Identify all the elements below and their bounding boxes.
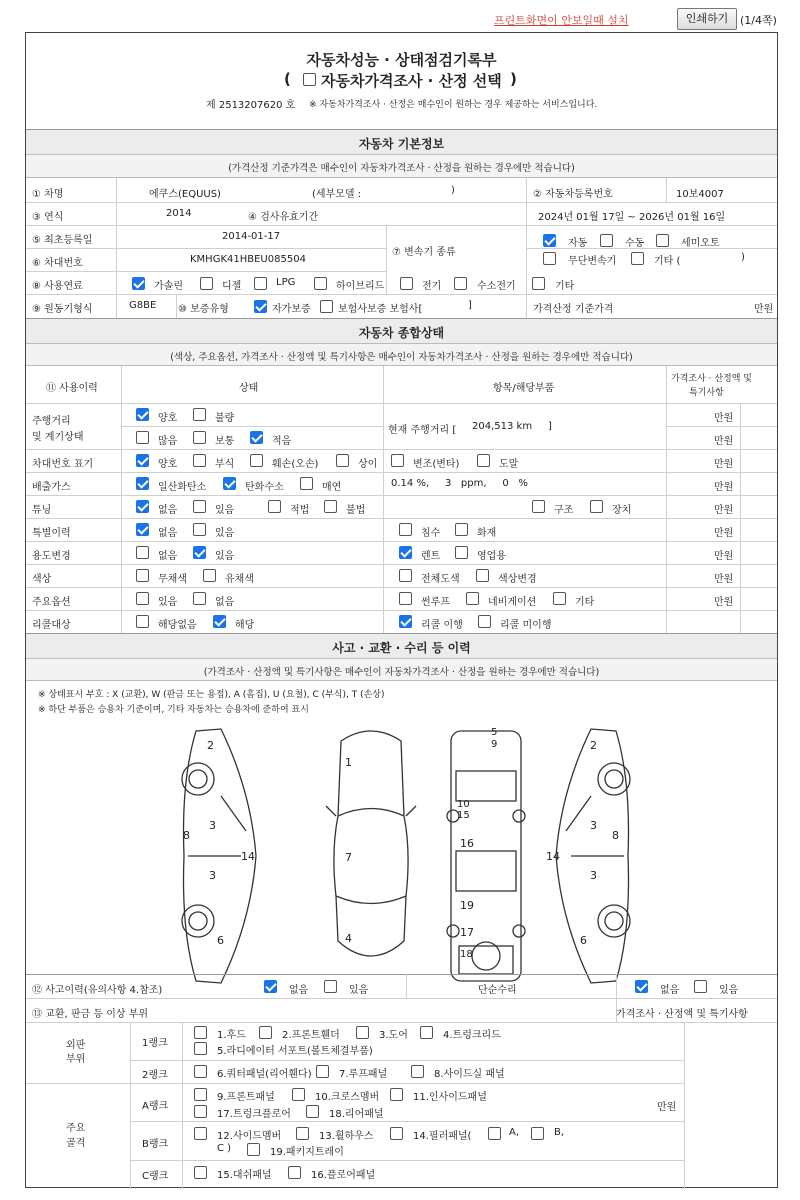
tuning-none-label: 없음 [158, 505, 178, 516]
engine: G8BE [129, 300, 157, 311]
emission-label: 배출가스 [32, 482, 71, 493]
col-state: 상태 [239, 383, 259, 394]
color-change-checkbox[interactable] [476, 569, 489, 582]
vin-stolen-label: 도말 [499, 459, 519, 470]
main-label-1: 주요 [66, 1123, 86, 1134]
tuning-device-label: 장치 [612, 505, 632, 516]
subtitle-open: ( [284, 70, 291, 88]
achromatic-label: 무채색 [158, 574, 187, 585]
warranty-label: ⑩ 보증유형 [178, 304, 229, 315]
navigation-checkbox[interactable] [466, 592, 479, 605]
recall-na-label: 해당없음 [158, 620, 197, 631]
part-label-8a: 8 [183, 829, 190, 842]
accident-note: (가격조사 · 산정액 및 특기사항은 매수인이 자동차가격조사 · 산정을 원하는 경우에만 적습니다) [203, 667, 600, 678]
usage-exists-checkbox[interactable] [193, 546, 206, 559]
fuel-other-label: 기타 [555, 281, 575, 292]
outer-label-2: 부위 [66, 1054, 86, 1065]
tuning-label: 튜닝 [32, 505, 52, 516]
part-19-label: 19.패키지트레이 [270, 1147, 344, 1158]
fuel-electric-label: 전기 [422, 281, 442, 292]
part-label-1: 1 [345, 756, 352, 769]
color-change-label: 색상변경 [498, 574, 537, 585]
part-11-label: 11.인사이드패널 [413, 1092, 487, 1103]
part-label-6b: 6 [580, 934, 587, 947]
year: 2014 [166, 208, 192, 219]
accident-none-label: 없음 [289, 985, 309, 996]
fuel-gasoline-label: 가솔린 [154, 281, 183, 292]
business-label: 영업용 [477, 551, 506, 562]
options-unit: 만원 [714, 597, 734, 608]
part-6-label: 6.쿼터패널(리어휀다) [217, 1069, 312, 1080]
trans-other-checkbox[interactable] [631, 252, 644, 265]
chromatic-checkbox[interactable] [203, 569, 216, 582]
basic-info-note-row [26, 155, 777, 178]
print-button[interactable]: 인쇄하기 [677, 8, 737, 30]
status-note-row [26, 344, 777, 366]
usage-change-label: 용도변경 [32, 551, 71, 562]
smoke-checkbox[interactable] [300, 477, 313, 490]
part-3-label: 3.도어 [379, 1030, 408, 1041]
trans-auto-checkbox[interactable] [543, 234, 556, 247]
part-12-label: 12.사이드멤버 [217, 1131, 282, 1142]
fuel-hydrogen-checkbox[interactable] [454, 277, 467, 290]
options-exists-label: 있음 [158, 597, 178, 608]
emission-values: 0.14 %, 3 ppm, 0 % [391, 478, 528, 489]
part-label-9: 9 [491, 739, 498, 750]
accident-none-checkbox[interactable] [264, 980, 277, 993]
mileage-unit-2: 만원 [714, 436, 734, 447]
part-7-label: 7.루프패널 [339, 1069, 388, 1080]
part-1-checkbox[interactable] [194, 1026, 207, 1039]
vin-stolen-checkbox[interactable] [477, 454, 490, 467]
fuel-lpg-checkbox[interactable] [254, 277, 267, 290]
pillar-b-checkbox[interactable] [531, 1127, 544, 1140]
part-13-label: 13.휠하우스 [319, 1131, 374, 1142]
rank1-label: 1랭크 [142, 1038, 168, 1049]
reg-no-label: ② 자동차등록번호 [533, 189, 613, 200]
part-label-2a: 2 [207, 739, 214, 752]
accident-note-row [26, 659, 777, 681]
options-exists-checkbox[interactable] [136, 592, 149, 605]
part-label-17: 17 [460, 926, 474, 939]
mileage-label-1: 주행거리 [32, 416, 71, 427]
trans-cvt-checkbox[interactable] [543, 252, 556, 265]
part-17-checkbox[interactable] [194, 1105, 207, 1118]
detail-model-close: ) [451, 185, 455, 196]
part-19-checkbox[interactable] [247, 1143, 260, 1156]
usage-none-label: 없음 [158, 551, 178, 562]
fuel-hybrid-checkbox[interactable] [314, 277, 327, 290]
vin-damage-label: 훼손(오손) [272, 459, 319, 470]
fuel-gasoline-checkbox[interactable] [132, 277, 145, 290]
page-subtitle: 자동차가격조사 · 산정 선택 [321, 72, 502, 90]
inspection-record [25, 32, 778, 1188]
recall-done-checkbox[interactable] [399, 615, 412, 628]
car-name: 에쿠스(EQUUS) [149, 189, 221, 200]
fuel-label: ⑧ 사용연료 [32, 281, 83, 292]
warranty-ins-checkbox[interactable] [320, 300, 333, 313]
part-label-8b: 8 [612, 829, 619, 842]
inspect-period: 2024년 01월 17일 ~ 2026년 01월 16일 [538, 212, 726, 223]
part-label-18: 18 [460, 949, 473, 960]
trans-auto-label: 자동 [568, 238, 588, 249]
color-label: 색상 [32, 574, 52, 585]
part-3-checkbox[interactable] [356, 1026, 369, 1039]
vin: KMHGK41HBEU085504 [190, 254, 306, 265]
part-label-5: 5 [491, 727, 498, 738]
status-header [26, 318, 777, 344]
part-4-checkbox[interactable] [420, 1026, 433, 1039]
part-label-7: 7 [345, 851, 352, 864]
part-12-checkbox[interactable] [194, 1127, 207, 1140]
inspect-label: ④ 검사유효기간 [248, 212, 319, 223]
rankC-label: C랭크 [142, 1171, 169, 1182]
chromatic-label: 유채색 [225, 574, 254, 585]
tuning-legal-label: 적법 [290, 505, 310, 516]
co-checkbox[interactable] [136, 477, 149, 490]
basic-info-note: (가격산정 기준가격은 매수인이 자동차가격조사 · 산정을 원하는 경우에만 적습니다) [228, 163, 575, 174]
fuel-diesel-label: 디젤 [222, 281, 242, 292]
simple-repair-label: 단순수리 [478, 985, 517, 996]
warranty-ins-close: ] [468, 300, 472, 311]
part-label-3d: 3 [590, 869, 597, 882]
repair-exists-label: 있음 [719, 985, 739, 996]
vin-alter-checkbox[interactable] [391, 454, 404, 467]
fuel-hydrogen-label: 수소전기 [477, 281, 516, 292]
part-13-checkbox[interactable] [296, 1127, 309, 1140]
symbol-legend: ※ 상태표시 부호 : X (교환), W (판금 또는 용접), A (흠집), U (요철), C (부식), T (손상) [38, 690, 385, 700]
part-15-label: 15.대쉬패널 [217, 1170, 272, 1181]
part-9-label: 9.프론트패널 [217, 1092, 275, 1103]
page-title: 자동차성능 · 상태점검기록부 [306, 51, 497, 69]
options-none-checkbox[interactable] [193, 592, 206, 605]
tuning-structure-label: 구조 [554, 505, 574, 516]
options-label: 주요옵션 [32, 597, 71, 608]
part-16-checkbox[interactable] [288, 1166, 301, 1179]
recall-not-done-checkbox[interactable] [478, 615, 491, 628]
car-name-label: ① 차명 [32, 189, 64, 200]
flood-label: 침수 [421, 528, 441, 539]
warranty-ins-label: 보험사보증 보험사[ [338, 304, 423, 315]
part-label-14a: 14 [241, 850, 255, 863]
special-exists-label: 있음 [215, 528, 235, 539]
recall-yes-checkbox[interactable] [213, 615, 226, 628]
vin-alter-label: 변조(변타) [413, 459, 460, 470]
part-18-label: 18.리어패널 [329, 1109, 384, 1120]
mileage-bad-checkbox[interactable] [193, 408, 206, 421]
main-label-2: 골격 [66, 1138, 86, 1149]
mileage-close: ] [548, 421, 552, 432]
subtitle-close: ) [510, 70, 517, 88]
col-items: 항목/해당부품 [493, 383, 555, 394]
emission-unit: 만원 [714, 482, 734, 493]
part-9-checkbox[interactable] [194, 1088, 207, 1101]
recall-done-label: 리콜 이행 [421, 620, 463, 631]
basic-info-title: 자동차 기본정보 [358, 137, 445, 151]
vin-diff-label: 상이 [358, 459, 378, 470]
mileage-bad-label: 불량 [215, 413, 235, 424]
special-label: 특별이력 [32, 528, 71, 539]
part-11-checkbox[interactable] [390, 1088, 403, 1101]
mileage-many-label: 많음 [158, 436, 178, 447]
part-label-3b: 3 [209, 869, 216, 882]
fire-checkbox[interactable] [455, 523, 468, 536]
full-paint-label: 전체도색 [421, 574, 460, 585]
reg-no: 10보4007 [676, 189, 724, 200]
special-none-checkbox[interactable] [136, 523, 149, 536]
part-5-label: 5.라디에이터 서포트(볼트체결부품) [217, 1046, 373, 1057]
part-10-label: 10.크로스멤버 [315, 1092, 380, 1103]
trans-semi-label: 세미오토 [681, 238, 720, 249]
part-7-checkbox[interactable] [316, 1065, 329, 1078]
repair-none-label: 없음 [660, 985, 680, 996]
trans-label: ⑦ 변속기 종류 [392, 247, 456, 258]
print-install-link[interactable]: 프린트화면이 안보일때 설치 [494, 14, 629, 27]
fuel-other-checkbox[interactable] [532, 277, 545, 290]
mileage-many-checkbox[interactable] [136, 431, 149, 444]
fuel-lpg-label: LPG [276, 277, 296, 288]
exchange-label: ⑬ 교환, 판금 등 이상 부위 [32, 1009, 149, 1020]
mileage-few-checkbox[interactable] [250, 431, 263, 444]
navigation-label: 네비게이션 [488, 597, 537, 608]
option-other-label: 기타 [575, 597, 595, 608]
part-5-checkbox[interactable] [194, 1042, 207, 1055]
recall-yes-label: 해당 [235, 620, 255, 631]
year-label: ③ 연식 [32, 212, 64, 223]
fuel-diesel-checkbox[interactable] [200, 277, 213, 290]
rent-checkbox[interactable] [399, 546, 412, 559]
hc-label: 탄화수소 [245, 482, 284, 493]
part-18-checkbox[interactable] [306, 1105, 319, 1118]
tuning-exists-checkbox[interactable] [193, 500, 206, 513]
part-label-3a: 3 [209, 819, 216, 832]
mileage-good-checkbox[interactable] [136, 408, 149, 421]
part-10-checkbox[interactable] [292, 1088, 305, 1101]
warranty-self-label: 자가보증 [272, 304, 311, 315]
repair-exists-checkbox[interactable] [694, 980, 707, 993]
pillar-a-label: A, [509, 1127, 520, 1138]
accident-exists-label: 있음 [349, 985, 369, 996]
rank2-label: 2랭크 [142, 1070, 168, 1081]
tuning-legal-checkbox[interactable] [268, 500, 281, 513]
parts-legend: ※ 하단 부품은 승용차 기준이며, 기타 자동차는 승용차에 준하여 표시 [38, 705, 309, 715]
part-14-label: 14.필러패널( [413, 1131, 472, 1142]
first-reg: 2014-01-17 [222, 231, 281, 242]
engine-label: ⑨ 원동기형식 [32, 304, 93, 315]
fire-label: 화재 [477, 528, 497, 539]
special-exists-checkbox[interactable] [193, 523, 206, 536]
price-base-label: 가격산정 기준가격 [533, 304, 614, 315]
hc-checkbox[interactable] [223, 477, 236, 490]
price-base-unit: 만원 [754, 304, 774, 315]
pillar-c-label: C ) [217, 1143, 232, 1154]
mileage-label-2: 및 계기상태 [32, 432, 84, 443]
trans-other-label: 기타 ( [654, 256, 681, 267]
exchange-unit: 만원 [657, 1102, 677, 1113]
part-label-10: 10 [457, 799, 470, 810]
mileage-unit-1: 만원 [714, 413, 734, 424]
business-checkbox[interactable] [455, 546, 468, 559]
options-none-label: 없음 [215, 597, 235, 608]
part-label-3c: 3 [590, 819, 597, 832]
tuning-illegal-checkbox[interactable] [324, 500, 337, 513]
fuel-electric-checkbox[interactable] [400, 277, 413, 290]
vin-unit: 만원 [714, 459, 734, 470]
part-8-checkbox[interactable] [411, 1065, 424, 1078]
part-label-6a: 6 [217, 934, 224, 947]
part-label-2b: 2 [590, 739, 597, 752]
part-label-19: 19 [460, 899, 474, 912]
usage-none-checkbox[interactable] [136, 546, 149, 559]
accident-header [26, 633, 777, 659]
vin-label: ⑥ 차대번호 [32, 258, 83, 269]
tuning-illegal-label: 불법 [346, 505, 366, 516]
smoke-label: 매연 [322, 482, 342, 493]
achromatic-checkbox[interactable] [136, 569, 149, 582]
color-unit: 만원 [714, 574, 734, 585]
service-notice: ※ 자동차가격조사 · 산정은 매수인이 원하는 경우 제공하는 서비스입니다. [309, 100, 598, 110]
flood-checkbox[interactable] [399, 523, 412, 536]
pillar-b-label: B, [554, 1127, 565, 1138]
rent-label: 렌트 [421, 551, 441, 562]
tuning-unit: 만원 [714, 505, 734, 516]
trans-semi-checkbox[interactable] [656, 234, 669, 247]
tuning-none-checkbox[interactable] [136, 500, 149, 513]
part-label-4: 4 [345, 932, 352, 945]
tuning-structure-checkbox[interactable] [532, 500, 545, 513]
mileage-text: 현재 주행거리 [ [388, 425, 457, 436]
warranty-self-checkbox[interactable] [254, 300, 267, 313]
top-bar [0, 0, 800, 30]
part-1-label: 1.후드 [217, 1030, 246, 1041]
detail-model-label: (세부모델 : [312, 189, 362, 200]
tuning-device-checkbox[interactable] [590, 500, 603, 513]
part-label-14b: 14 [546, 850, 560, 863]
option-other-checkbox[interactable] [553, 592, 566, 605]
co-label: 일산화탄소 [158, 482, 207, 493]
recall-not-done-label: 리콜 미이행 [500, 620, 552, 631]
part-label-16: 16 [460, 837, 474, 850]
fuel-hybrid-label: 하이브리드 [336, 281, 385, 292]
col-price-1: 가격조사 · 산정액 및 [671, 374, 752, 384]
outer-label-1: 외판 [66, 1040, 86, 1051]
sunroof-label: 썬루프 [421, 597, 450, 608]
rankB-label: B랭크 [142, 1139, 169, 1150]
part-8-label: 8.사이드실 패널 [434, 1069, 505, 1080]
vin-good-label: 양호 [158, 459, 178, 470]
trans-manual-checkbox[interactable] [600, 234, 613, 247]
recall-na-checkbox[interactable] [136, 615, 149, 628]
trans-manual-label: 수동 [625, 238, 645, 249]
vin-corrode-checkbox[interactable] [193, 454, 206, 467]
pillar-a-checkbox[interactable] [488, 1127, 501, 1140]
accident-history-label: ⑫ 사고이력(유의사항 4.참조) [32, 985, 163, 996]
part-4-label: 4.트렁크리드 [443, 1030, 501, 1041]
part-14-checkbox[interactable] [390, 1127, 403, 1140]
basic-info-header [26, 129, 777, 155]
exchange-price-label: 가격조사 · 산정액 및 특기사항 [616, 1009, 748, 1020]
part-6-checkbox[interactable] [194, 1065, 207, 1078]
tuning-exists-label: 있음 [215, 505, 235, 516]
status-note: (색상, 주요옵션, 가격조사 · 산정액 및 특기사항은 매수인이 자동차가격조사 · 산정을 원하는 경우에만 적습니다) [170, 352, 633, 363]
part-16-label: 16.플로어패널 [311, 1170, 376, 1181]
part-label-15: 15 [457, 810, 470, 821]
rankA-label: A랭크 [142, 1101, 169, 1112]
car-parts-diagram [166, 721, 646, 991]
mileage-good-label: 양호 [158, 413, 178, 424]
accident-title: 사고 · 교환 · 수리 등 이력 [332, 641, 471, 655]
special-none-label: 없음 [158, 528, 178, 539]
mileage-value: 204,513 km [472, 421, 533, 432]
full-paint-checkbox[interactable] [399, 569, 412, 582]
col-price-2: 특기사항 [689, 388, 724, 398]
accident-exists-checkbox[interactable] [324, 980, 337, 993]
status-title: 자동차 종합상태 [358, 326, 445, 340]
first-reg-label: ⑤ 최초등록일 [32, 235, 93, 246]
sunroof-checkbox[interactable] [399, 592, 412, 605]
vin-damage-checkbox[interactable] [250, 454, 263, 467]
repair-none-checkbox[interactable] [635, 980, 648, 993]
part-2-checkbox[interactable] [259, 1026, 272, 1039]
usage-exists-label: 있음 [215, 551, 235, 562]
mileage-few-label: 적음 [272, 436, 292, 447]
mileage-normal-checkbox[interactable] [193, 431, 206, 444]
page-indicator: (1/4쪽) [740, 14, 777, 27]
vin-good-checkbox[interactable] [136, 454, 149, 467]
part-15-checkbox[interactable] [194, 1166, 207, 1179]
price-option-checkbox[interactable] [303, 73, 316, 86]
mileage-normal-label: 보통 [215, 436, 235, 447]
trans-cvt-label: 무단변속기 [568, 256, 617, 267]
special-unit: 만원 [714, 528, 734, 539]
vin-mark-label: 차대번호 표기 [32, 459, 94, 470]
vin-corrode-label: 부식 [215, 459, 235, 470]
part-17-label: 17.트렁크플로어 [217, 1109, 291, 1120]
usage-unit: 만원 [714, 551, 734, 562]
trans-other-close: ) [741, 252, 745, 263]
vin-diff-checkbox[interactable] [336, 454, 349, 467]
part-2-label: 2.프론트휀더 [282, 1030, 340, 1041]
recall-label: 리콜대상 [32, 620, 71, 631]
col-usage: ⑪ 사용이력 [46, 383, 98, 394]
document-number: 제 2513207620 호 [206, 100, 296, 111]
